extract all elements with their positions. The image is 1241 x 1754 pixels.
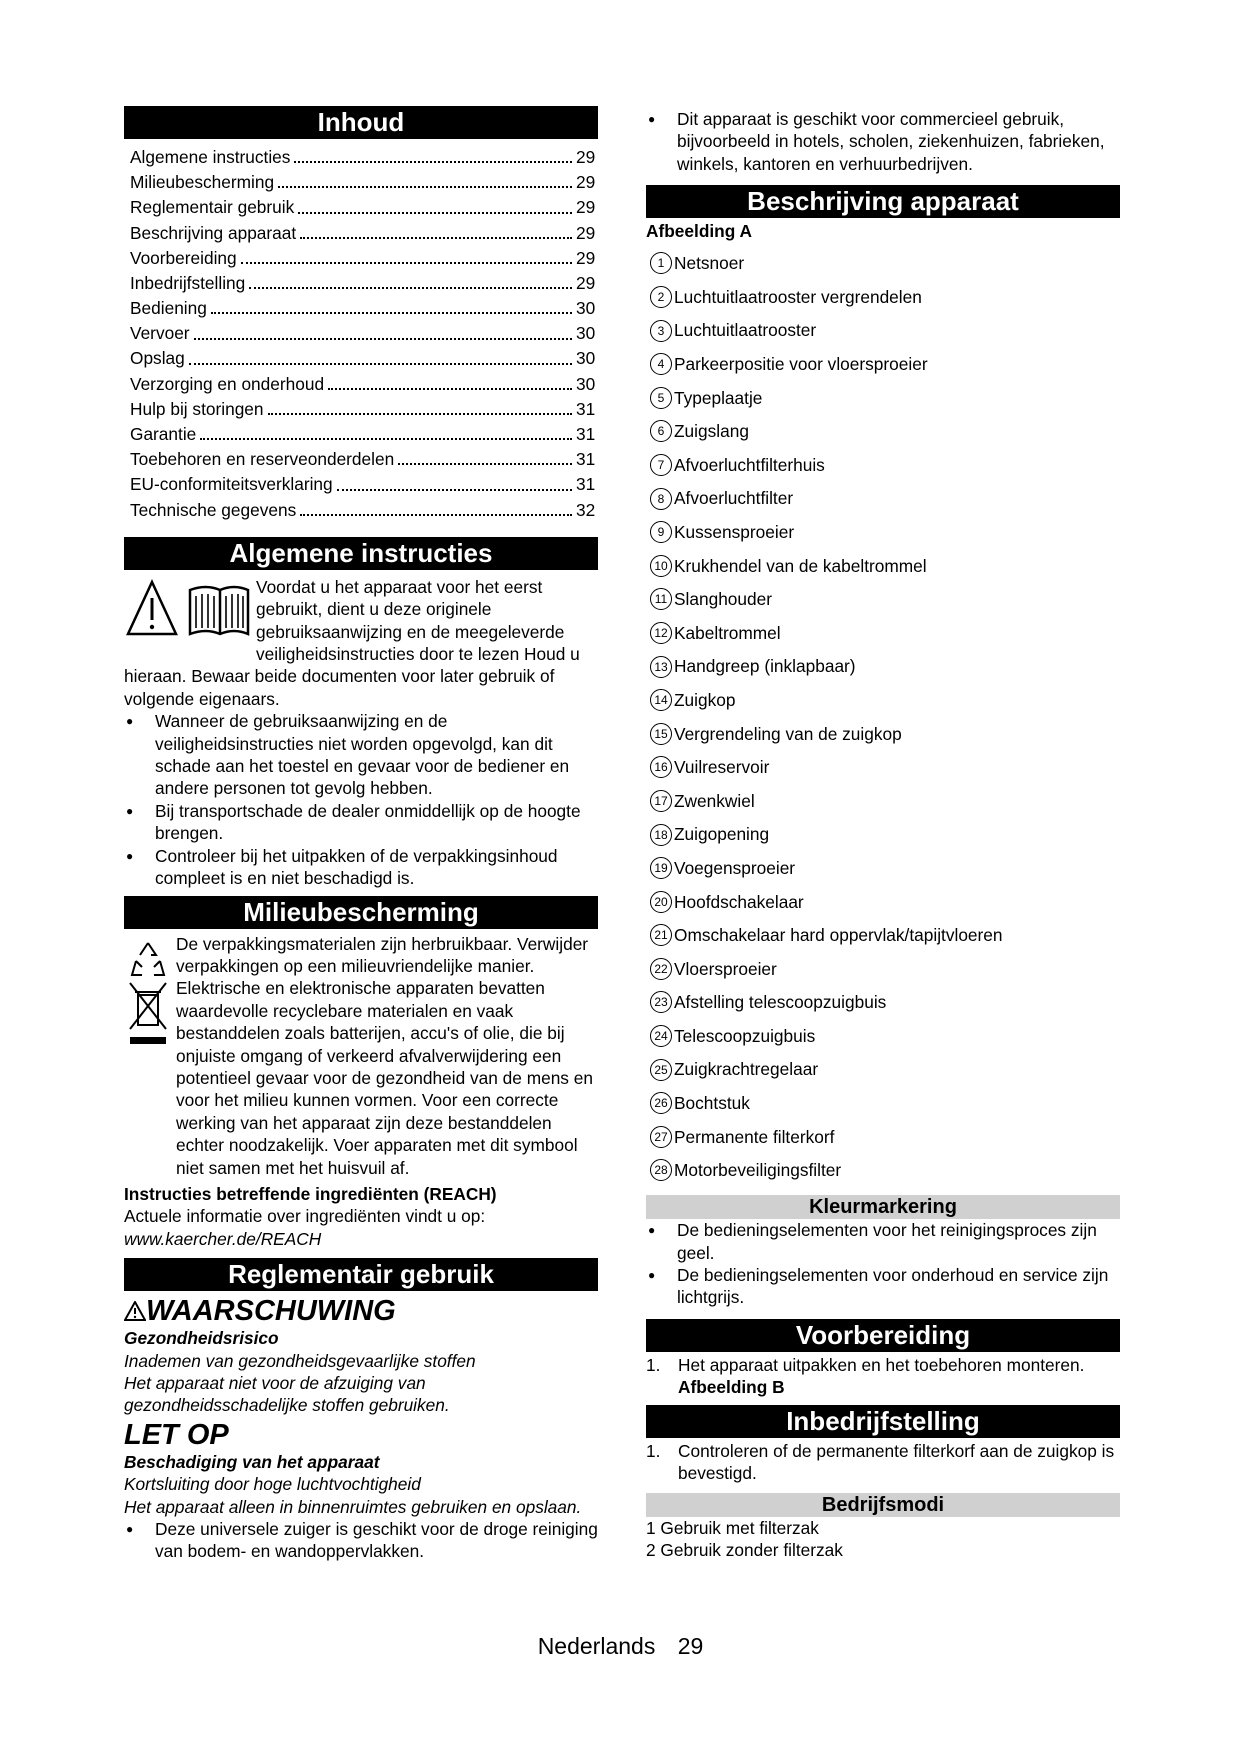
toc-entry-title: Technische gegevens xyxy=(130,499,297,520)
part-label: Netsnoer xyxy=(674,253,745,274)
footer-language: Nederlands xyxy=(537,1633,656,1659)
toc-entry-page: 31 xyxy=(576,449,596,470)
toc-entry-title: Inbedrijfstelling xyxy=(130,272,246,293)
part-label: Voegensproeier xyxy=(674,857,796,878)
toc-entry-title: Garantie xyxy=(130,424,197,445)
intended-use-heading: Reglementair gebruik xyxy=(124,1258,598,1291)
part-label: Kabeltrommel xyxy=(674,622,781,643)
toc-leader xyxy=(337,489,572,491)
part-number-badge: 15 xyxy=(650,723,672,745)
part-item xyxy=(646,247,1120,281)
modes-heading: Bedrijfsmodi xyxy=(646,1493,1120,1517)
part-label: Vergrendeling van de zuigkop xyxy=(674,723,902,744)
right-column xyxy=(646,108,1120,1561)
part-item xyxy=(646,986,1120,1020)
toc-leader xyxy=(249,287,572,289)
part-item xyxy=(646,751,1120,785)
toc-entry-title: Opslag xyxy=(130,348,185,369)
part-number-badge: 26 xyxy=(650,1092,672,1114)
reach-title: Instructies betreffende ingrediënten (REACH) xyxy=(124,1183,497,1204)
part-number-badge: 18 xyxy=(650,824,672,846)
part-item xyxy=(646,1019,1120,1053)
general-intro xyxy=(124,576,598,710)
list-item: ● Bij transportschade de dealer onmiddellijk op de hoogte brengen. xyxy=(124,800,598,845)
preparation-heading: Voorbereiding xyxy=(646,1319,1120,1352)
warning-manual-icon xyxy=(124,576,256,644)
part-label: Vuilreservoir xyxy=(674,757,770,778)
toc-entry-page: 31 xyxy=(576,424,596,445)
toc-entry-page: 29 xyxy=(576,272,596,293)
part-number-badge: 8 xyxy=(650,488,672,510)
parts-list xyxy=(646,247,1120,1188)
toc-entry-title: EU-conformiteitsverklaring xyxy=(130,474,333,495)
general-heading: Algemene instructies xyxy=(124,537,598,570)
general-intro-text: Voordat u het apparaat voor het eerst gebruikt, dient u deze originele gebruiksaanwijzing en de meegeleverde veiligheidsinstructies door te lezen Houd u hieraan. Bewaar beide documenten voor later gebruik of volgende eigenaars. xyxy=(124,576,580,709)
step-text: Het apparaat uitpakken en het toebehoren monteren. xyxy=(678,1354,1085,1375)
part-item xyxy=(646,381,1120,415)
note-line-2: Het apparaat alleen in binnenruimtes gebruiken en opslaan. xyxy=(124,1496,582,1517)
toc-leader xyxy=(189,363,572,365)
toc-entry[interactable] xyxy=(130,422,598,447)
preparation-steps xyxy=(646,1354,1120,1376)
intro-icons xyxy=(124,576,256,644)
part-number-badge: 4 xyxy=(650,353,672,375)
table-of-contents xyxy=(130,145,598,523)
toc-entry[interactable] xyxy=(130,447,598,472)
toc-entry[interactable] xyxy=(130,271,598,296)
toc-entry-title: Voorbereiding xyxy=(130,247,237,268)
toc-leader xyxy=(300,514,572,516)
toc-entry-page: 29 xyxy=(576,222,596,243)
part-label: Luchtuitlaatrooster xyxy=(674,320,817,341)
toc-entry-page: 30 xyxy=(576,298,596,319)
part-item xyxy=(646,1053,1120,1087)
part-label: Afvoerluchtfilter xyxy=(674,488,794,509)
part-label: Zuigslang xyxy=(674,421,749,442)
toc-leader xyxy=(298,212,572,214)
electronics-text: Elektrische en elektronische apparaten bevatten waardevolle recyclebare materialen en vaak bestanddelen zoals batterijen, accu's of olie, die bij onjuiste omgang of verkeerd afvalverwijdering een potentieel gevaar voor de gezondheid van de mens en voor het milieu kunnen vormen. Voor een correcte werking van het apparaat zijn deze bestanddelen echter noodzakelijk. Voer apparaten met dit symbool niet samen met het huisvuil af. xyxy=(176,978,593,1178)
toc-entry-page: 29 xyxy=(576,172,596,193)
part-number-badge: 27 xyxy=(650,1126,672,1148)
warning-label: WAARSCHUWING xyxy=(146,1295,396,1328)
part-item xyxy=(646,314,1120,348)
packaging-row xyxy=(124,933,598,978)
commissioning-steps xyxy=(646,1440,1120,1485)
toc-entry[interactable] xyxy=(130,145,598,170)
toc-entry-page: 30 xyxy=(576,348,596,369)
part-label: Afvoerluchtfilterhuis xyxy=(674,454,825,475)
warning-line-2: Het apparaat niet voor de afzuiging van gezondheidsschadelijke stoffen gebruiken. xyxy=(124,1373,450,1416)
part-label: Afstelling telescoopzuigbuis xyxy=(674,992,887,1013)
warning-line-1: Inademen van gezondheidsgevaarlijke stoffen xyxy=(124,1350,476,1371)
toc-entry-page: 30 xyxy=(576,373,596,394)
toc-entry[interactable] xyxy=(130,472,598,497)
part-item xyxy=(646,549,1120,583)
toc-leader xyxy=(241,262,572,264)
part-label: Luchtuitlaatrooster vergrendelen xyxy=(674,286,922,307)
toc-leader xyxy=(194,338,572,340)
description-heading: Beschrijving apparaat xyxy=(646,185,1120,218)
part-label: Motorbeveiligingsfilter xyxy=(674,1160,842,1181)
toc-leader xyxy=(200,438,572,440)
reach-link[interactable]: www.kaercher.de/REACH xyxy=(124,1228,322,1249)
warning-icon xyxy=(124,1301,146,1321)
toc-entry[interactable] xyxy=(130,221,598,246)
part-number-badge: 14 xyxy=(650,689,672,711)
part-item xyxy=(646,851,1120,885)
color-coding-heading: Kleurmarkering xyxy=(646,1195,1120,1219)
electronics-row xyxy=(124,977,598,1179)
part-label: Zuigopening xyxy=(674,824,770,845)
toc-leader xyxy=(294,161,572,163)
left-column xyxy=(124,106,598,1563)
part-label: Vloersproeier xyxy=(674,958,777,979)
toc-entry[interactable] xyxy=(130,246,598,271)
part-item xyxy=(646,415,1120,449)
page-footer xyxy=(0,1632,1241,1660)
part-number-badge: 11 xyxy=(650,588,672,610)
part-number-badge: 23 xyxy=(650,991,672,1013)
part-label: Telescoopzuigbuis xyxy=(674,1025,816,1046)
toc-entry-title: Milieubescherming xyxy=(130,172,275,193)
step-text: Controleren of de permanente filterkorf aan de zuigkop is bevestigd. xyxy=(678,1440,1115,1484)
part-item xyxy=(646,1154,1120,1188)
part-number-badge: 9 xyxy=(650,521,672,543)
part-item xyxy=(646,1086,1120,1120)
part-label: Hoofdschakelaar xyxy=(674,891,804,912)
list-item: ● De bedieningselementen voor onderhoud en service zijn lichtgrijs. xyxy=(646,1264,1120,1309)
warning-title xyxy=(124,1295,598,1327)
part-number-badge: 16 xyxy=(650,756,672,778)
toc-heading: Inhoud xyxy=(124,106,598,139)
part-number-badge: 24 xyxy=(650,1025,672,1047)
note-title: LET OP xyxy=(124,1418,229,1451)
part-number-badge: 7 xyxy=(650,454,672,476)
list-item: ● Dit apparaat is geschikt voor commercieel gebruik, bijvoorbeeld in hotels, scholen, ziekenhuizen, fabrieken, winkels, kantoren en verhuurbedrijven. xyxy=(646,108,1120,175)
part-label: Omschakelaar hard oppervlak/tapijtvloeren xyxy=(674,925,1003,946)
part-label: Zwenkwiel xyxy=(674,790,755,811)
note-line-1: Kortsluiting door hoge luchtvochtigheid xyxy=(124,1474,421,1495)
part-number-badge: 1 xyxy=(650,252,672,274)
general-bullets xyxy=(124,710,598,889)
footer-page-number: 29 xyxy=(677,1633,704,1659)
part-number-badge: 19 xyxy=(650,857,672,879)
part-label: Zuigkrachtregelaar xyxy=(674,1059,819,1080)
toc-entry-page: 29 xyxy=(576,146,596,167)
list-item: ● Controleer bij het uitpakken of de verpakkingsinhoud compleet is en niet beschadigd is. xyxy=(124,845,598,890)
part-number-badge: 25 xyxy=(650,1059,672,1081)
toc-entry-title: Hulp bij storingen xyxy=(130,398,264,419)
step-number: 1. xyxy=(646,1440,661,1461)
commissioning-heading: Inbedrijfstelling xyxy=(646,1405,1120,1438)
toc-entry-page: 31 xyxy=(576,474,596,495)
part-label: Kussensproeier xyxy=(674,521,795,542)
part-number-badge: 20 xyxy=(650,891,672,913)
part-label: Typeplaatje xyxy=(674,387,763,408)
toc-leader xyxy=(300,237,572,239)
part-number-badge: 3 xyxy=(650,320,672,342)
part-label: Zuigkop xyxy=(674,689,736,710)
part-item xyxy=(646,448,1120,482)
toc-entry-page: 30 xyxy=(576,323,596,344)
part-item xyxy=(646,347,1120,381)
reach-text: Actuele informatie over ingrediënten vindt u op: xyxy=(124,1206,486,1227)
part-label: Bochtstuk xyxy=(674,1093,750,1114)
part-number-badge: 6 xyxy=(650,420,672,442)
mode-item: 2 Gebruik zonder filterzak xyxy=(646,1539,843,1560)
toc-entry-title: Verzorging en onderhoud xyxy=(130,373,325,394)
part-item xyxy=(646,952,1120,986)
toc-leader xyxy=(398,463,572,465)
toc-entry-page: 29 xyxy=(576,247,596,268)
part-item xyxy=(646,515,1120,549)
part-label: Krukhendel van de kabeltrommel xyxy=(674,555,927,576)
list-item: ● Wanneer de gebruiksaanwijzing en de veiligheidsinstructies niet worden opgevolgd, kan dit schade aan het toestel en gevaar voor de bediener en andere personen tot gevolg hebben. xyxy=(124,710,598,800)
toc-leader xyxy=(328,388,572,390)
part-label: Permanente filterkorf xyxy=(674,1126,835,1147)
part-item xyxy=(646,683,1120,717)
toc-entry-title: Algemene instructies xyxy=(130,146,291,167)
toc-entry[interactable] xyxy=(130,195,598,220)
part-item xyxy=(646,616,1120,650)
part-item xyxy=(646,280,1120,314)
part-item xyxy=(646,784,1120,818)
toc-entry[interactable] xyxy=(130,397,598,422)
toc-entry[interactable] xyxy=(130,372,598,397)
part-number-badge: 13 xyxy=(650,656,672,678)
step-number: 1. xyxy=(646,1354,661,1375)
part-label: Parkeerpositie voor vloersproeier xyxy=(674,354,928,374)
part-label: Handgreep (inklapbaar) xyxy=(674,656,856,677)
environment-heading: Milieubescherming xyxy=(124,896,598,929)
toc-entry-page: 32 xyxy=(576,499,596,520)
toc-entry-title: Beschrijving apparaat xyxy=(130,222,297,243)
part-number-badge: 10 xyxy=(650,555,672,577)
toc-entry-page: 31 xyxy=(576,398,596,419)
toc-entry[interactable] xyxy=(130,321,598,346)
toc-entry-title: Toebehoren en reserveonderdelen xyxy=(130,449,395,470)
part-item xyxy=(646,650,1120,684)
color-coding-bullets xyxy=(646,1219,1120,1309)
part-number-badge: 5 xyxy=(650,387,672,409)
list-item xyxy=(646,1354,1120,1376)
part-number-badge: 17 xyxy=(650,790,672,812)
part-number-badge: 28 xyxy=(650,1159,672,1181)
mode-item: 1 Gebruik met filterzak xyxy=(646,1517,819,1538)
part-item xyxy=(646,717,1120,751)
part-number-badge: 21 xyxy=(650,924,672,946)
toc-leader xyxy=(268,413,572,415)
figure-b-label: Afbeelding B xyxy=(678,1377,785,1398)
intended-use-bullets-right xyxy=(646,108,1120,175)
part-item xyxy=(646,482,1120,516)
part-number-badge: 2 xyxy=(650,286,672,308)
toc-entry[interactable] xyxy=(130,347,598,372)
toc-entry-title: Vervoer xyxy=(130,323,190,344)
toc-entry-title: Bediening xyxy=(130,298,207,319)
warning-subtitle: Gezondheidsrisico xyxy=(124,1328,279,1349)
part-label: Slanghouder xyxy=(674,589,773,610)
list-item xyxy=(646,1440,1120,1485)
toc-entry-page: 29 xyxy=(576,197,596,218)
part-item xyxy=(646,919,1120,953)
list-item: ● Deze universele zuiger is geschikt voor de droge reiniging van bodem- en wandoppervlakken. xyxy=(124,1518,598,1563)
crossed-bin-icon xyxy=(126,979,170,1049)
toc-leader xyxy=(278,186,572,188)
toc-entry[interactable] xyxy=(130,170,598,195)
part-item xyxy=(646,1120,1120,1154)
part-item xyxy=(646,885,1120,919)
intended-use-bullets-left xyxy=(124,1518,598,1563)
toc-entry-title: Reglementair gebruik xyxy=(130,197,295,218)
part-number-badge: 22 xyxy=(650,958,672,980)
packaging-text: De verpakkingsmaterialen zijn herbruikbaar. Verwijder verpakkingen op een milieuvriendelijke manier. xyxy=(176,933,589,976)
toc-entry[interactable] xyxy=(130,296,598,321)
part-item xyxy=(646,583,1120,617)
part-number-badge: 12 xyxy=(650,622,672,644)
list-item: ● De bedieningselementen voor het reinigingsproces zijn geel. xyxy=(646,1219,1120,1264)
toc-entry[interactable] xyxy=(130,498,598,523)
figure-a-label: Afbeelding A xyxy=(646,221,752,242)
note-subtitle: Beschadiging van het apparaat xyxy=(124,1451,380,1472)
toc-leader xyxy=(211,312,572,314)
part-item xyxy=(646,818,1120,852)
